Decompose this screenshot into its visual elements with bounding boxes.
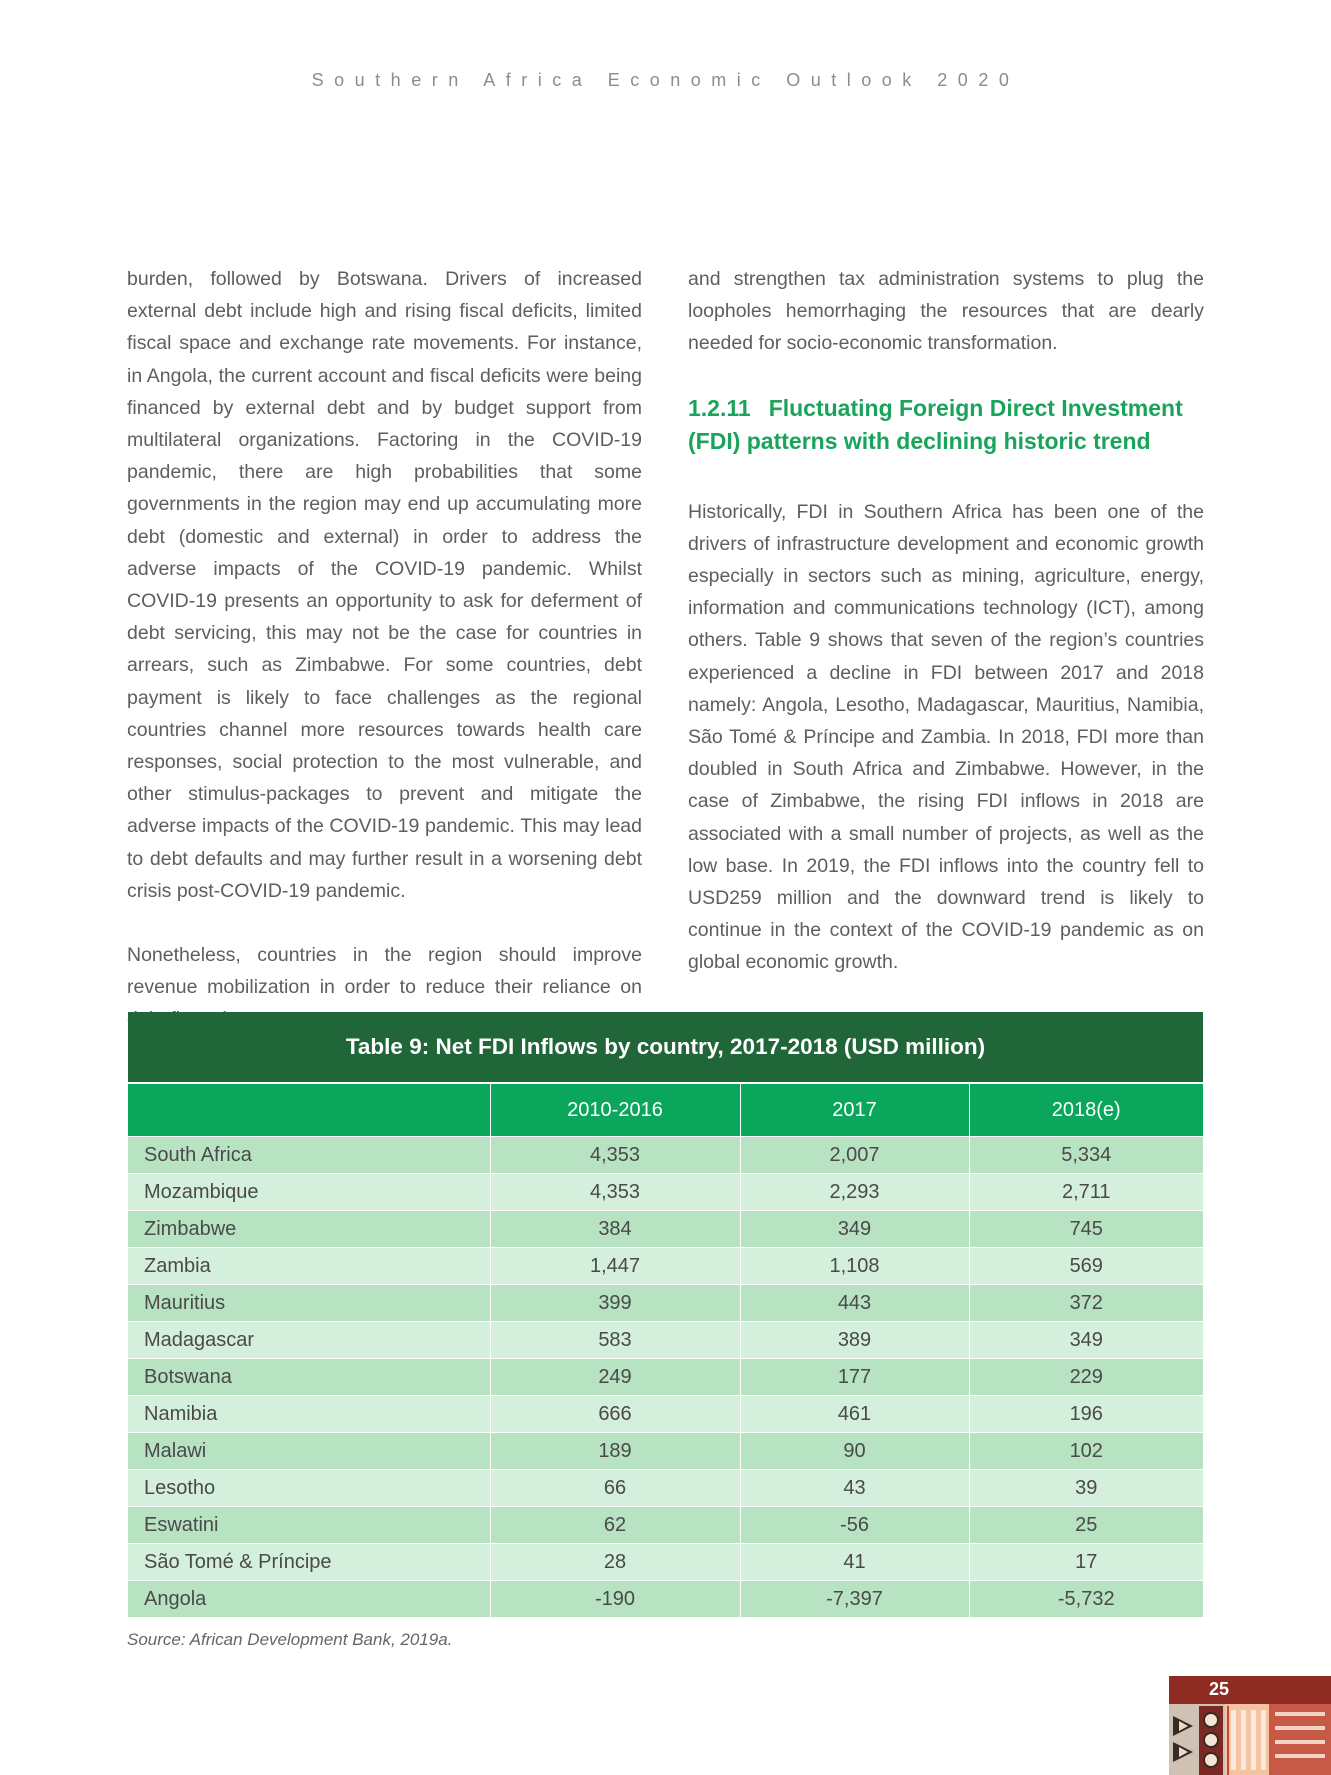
value-cell: 189	[490, 1433, 740, 1470]
value-cell: 5,334	[969, 1137, 1203, 1174]
value-cell: 17	[969, 1544, 1203, 1581]
country-cell: Malawi	[128, 1433, 490, 1470]
value-cell: 4,353	[490, 1174, 740, 1211]
value-cell: -56	[740, 1507, 969, 1544]
table-row	[128, 1470, 1203, 1507]
running-header: Southern Africa Economic Outlook 2020	[311, 70, 1020, 90]
value-cell: 39	[969, 1470, 1203, 1507]
table-row	[128, 1544, 1203, 1581]
country-cell: Botswana	[128, 1359, 490, 1396]
value-cell: 349	[969, 1322, 1203, 1359]
body-paragraph: Historically, FDI in Southern Africa has been one of the drivers of infrastructure development and economic growth especially in sectors such as mining, agriculture, energy, information and communications technology (ICT), among others. Table 9 shows that seven of the region’s countries experienced a decline in FDI between 2017 and 2018 namely: Angola, Lesotho, Madagascar, Mauritius, Namibia, São Tomé & Príncipe and Zambia. In 2018, FDI more than doubled in South Africa and Zimbabwe. However, in the case of Zimbabwe, the rising FDI inflows in 2018 are associated with a small number of projects, as well as the low base. In 2019, the FDI inflows into the country fell to USD259 million and the downward trend is likely to continue in the context of the COVID-19 pandemic as on global economic growth.	[688, 500, 1204, 974]
table-row	[128, 1211, 1203, 1248]
body-paragraph: Nonetheless, countries in the region should improve revenue mobilization in order to reduce their reliance on	[127, 944, 642, 999]
country-cell: Eswatini	[128, 1507, 490, 1544]
value-cell: 229	[969, 1359, 1203, 1396]
value-cell: 28	[490, 1544, 740, 1581]
country-cell: Namibia	[128, 1396, 490, 1433]
table-row	[128, 1174, 1203, 1211]
value-cell: 102	[969, 1433, 1203, 1470]
body-paragraph: and strengthen tax administration systems to plug the loopholes hemorrhaging the resources that are dearly needed for socio-economic transformation.	[688, 268, 1204, 355]
value-cell: -190	[490, 1581, 740, 1618]
value-cell: 583	[490, 1322, 740, 1359]
value-cell: 461	[740, 1396, 969, 1433]
table-row	[128, 1581, 1203, 1618]
value-cell: 41	[740, 1544, 969, 1581]
value-cell: 62	[490, 1507, 740, 1544]
value-cell: 1,447	[490, 1248, 740, 1285]
country-cell: Mauritius	[128, 1285, 490, 1322]
page-number: 25	[1208, 1679, 1230, 1699]
table-caption: Table 9: Net FDI Inflows by country, 2017-2018 (USD million)	[128, 1012, 1203, 1082]
left-column	[127, 263, 642, 1068]
column-header-2017: 2017	[740, 1083, 969, 1137]
value-cell: 666	[490, 1396, 740, 1433]
section-heading	[688, 392, 1204, 458]
column-header-2018: 2018(e)	[969, 1083, 1203, 1137]
country-cell: Angola	[128, 1581, 490, 1618]
country-cell: São Tomé & Príncipe	[128, 1544, 490, 1581]
value-cell: 2,007	[740, 1137, 969, 1174]
value-cell: 384	[490, 1211, 740, 1248]
table-source-note: Source: African Development Bank, 2019a.	[127, 1630, 453, 1649]
value-cell: 372	[969, 1285, 1203, 1322]
table-row	[128, 1396, 1203, 1433]
value-cell: 349	[740, 1211, 969, 1248]
table-row	[128, 1248, 1203, 1285]
value-cell: 2,711	[969, 1174, 1203, 1211]
body-paragraph: burden, followed by Botswana. Drivers of increased external debt include high and rising fiscal deficits, limited fiscal space and exchange rate movements. For instance, in Angola, the current account and fiscal deficits were being financed by external debt and by budget support from multilateral organizations. Factoring in the COVID-19 pandemic, there are high probabilities that some governments in the region may end up accumulating more debt (domestic and external) in order to address the adverse impacts of the COVID-19 pandemic. Whilst COVID-19 presents an opportunity to ask for deferment of debt servicing, this may not be the case for countries in arrears, such as Zimbabwe. For some countries, debt payment is likely to face challenges as the regional countries channel more resources towards health care responses, social protection to the most vulnerable, and other stimulus-packages to prevent and mitigate the adverse impacts of the COVID-19 pandemic. This may lead to debt defaults and may further result in a worsening debt crisis post-COVID-19 pandemic.	[127, 268, 642, 902]
value-cell: 443	[740, 1285, 969, 1322]
value-cell: 43	[740, 1470, 969, 1507]
value-cell: -7,397	[740, 1581, 969, 1618]
value-cell: 90	[740, 1433, 969, 1470]
country-cell: Madagascar	[128, 1322, 490, 1359]
value-cell: 1,108	[740, 1248, 969, 1285]
fdi-table	[128, 1012, 1203, 1617]
value-cell: 4,353	[490, 1137, 740, 1174]
table-row	[128, 1285, 1203, 1322]
right-column	[688, 263, 1204, 1011]
value-cell: 745	[969, 1211, 1203, 1248]
page-number-badge	[1169, 1676, 1331, 1775]
table-row	[128, 1322, 1203, 1359]
table-row	[128, 1359, 1203, 1396]
value-cell: 389	[740, 1322, 969, 1359]
table-row	[128, 1433, 1203, 1470]
column-header-2010-2016: 2010-2016	[490, 1083, 740, 1137]
value-cell: 399	[490, 1285, 740, 1322]
section-number: 1.2.11	[688, 394, 751, 421]
value-cell: -5,732	[969, 1581, 1203, 1618]
value-cell: 25	[969, 1507, 1203, 1544]
column-header-country	[128, 1083, 490, 1137]
country-cell: Zambia	[128, 1248, 490, 1285]
table-header-row	[128, 1083, 1203, 1137]
value-cell: 569	[969, 1248, 1203, 1285]
country-cell: South Africa	[128, 1137, 490, 1174]
value-cell: 2,293	[740, 1174, 969, 1211]
value-cell: 249	[490, 1359, 740, 1396]
value-cell: 177	[740, 1359, 969, 1396]
section-title: Fluctuating Foreign Direct Investment (FDI) patterns with declining historic trend	[688, 394, 1183, 454]
value-cell: 196	[969, 1396, 1203, 1433]
country-cell: Mozambique	[128, 1174, 490, 1211]
table-row	[128, 1507, 1203, 1544]
country-cell: Zimbabwe	[128, 1211, 490, 1248]
value-cell: 66	[490, 1470, 740, 1507]
country-cell: Lesotho	[128, 1470, 490, 1507]
table-row	[128, 1137, 1203, 1174]
